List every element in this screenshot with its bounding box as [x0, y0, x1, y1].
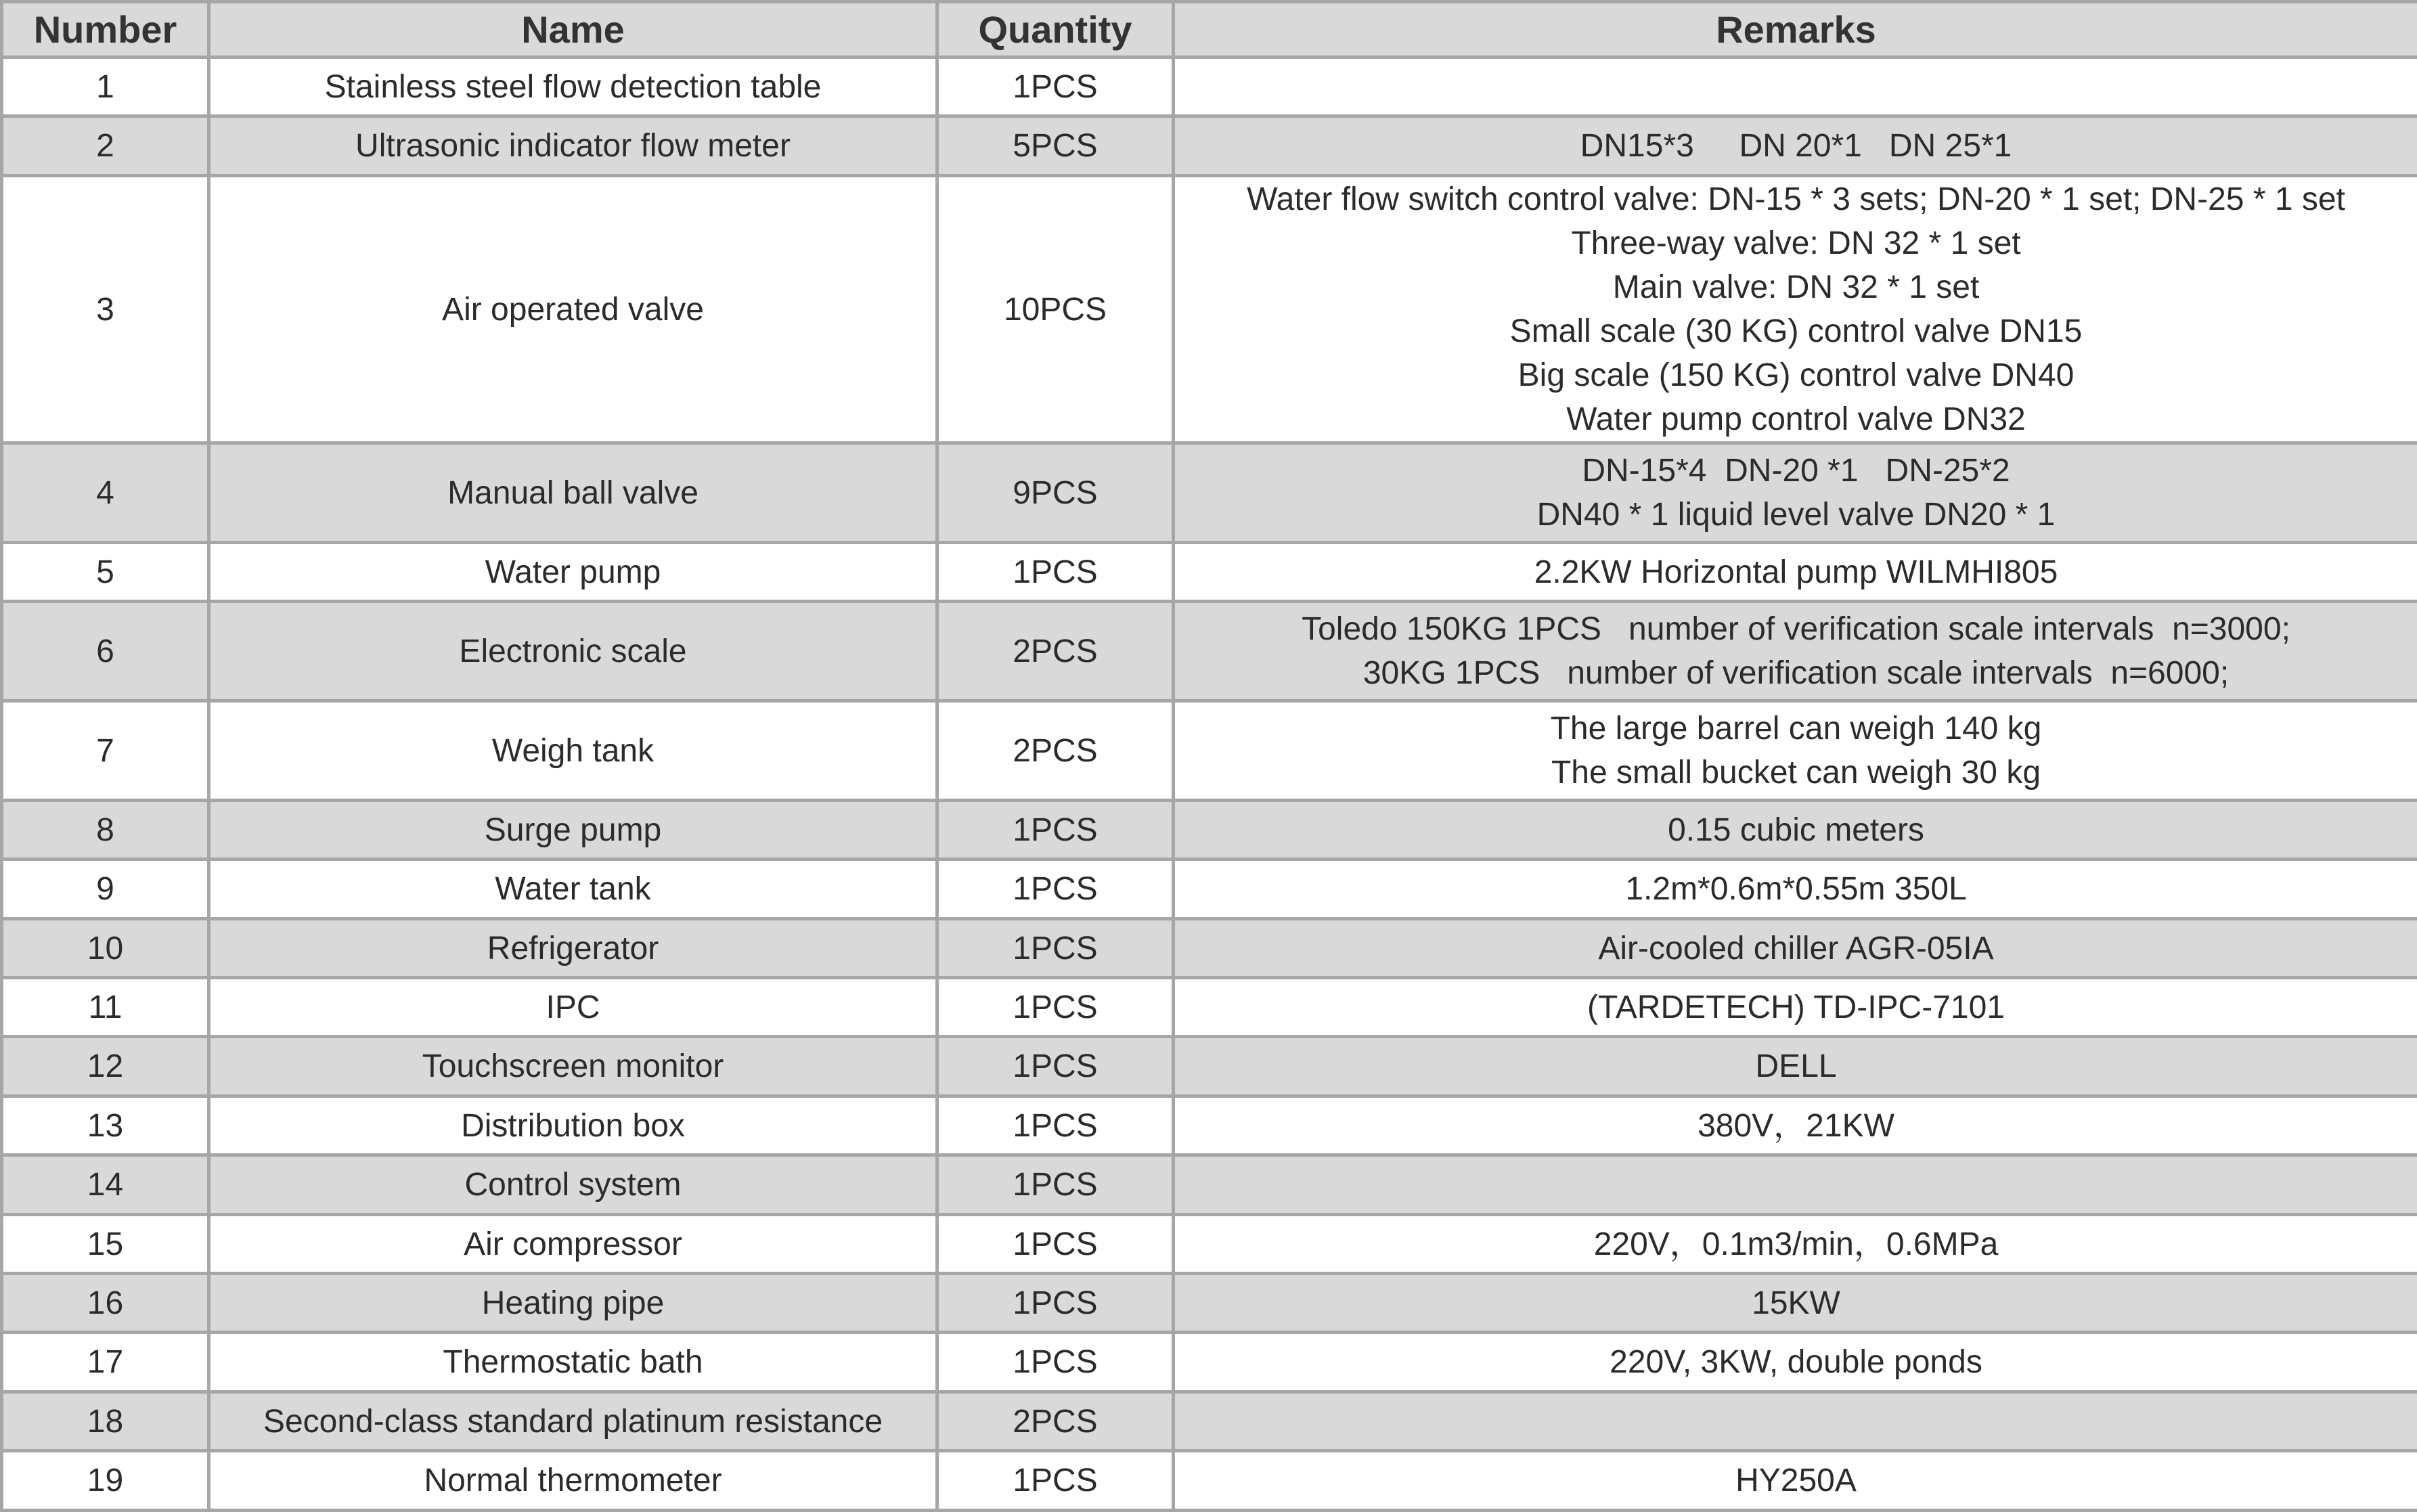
remark-line: 220V，0.1m3/min，0.6MPa [1179, 1222, 2413, 1266]
cell-name: Weigh tank [209, 701, 937, 801]
cell-remarks [1174, 860, 2417, 919]
remark-line: 2.2KW Horizontal pump WILMHI805 [1179, 550, 2413, 594]
cell-remarks [1174, 1155, 2417, 1215]
cell-number: 7 [2, 701, 209, 801]
cell-number: 9 [2, 860, 209, 919]
cell-quantity: 1PCS [937, 860, 1174, 919]
table-row [2, 701, 2417, 801]
cell-name: Electronic scale [209, 602, 937, 701]
table-row [2, 443, 2417, 543]
cell-name: Touchscreen monitor [209, 1037, 937, 1096]
table-row [2, 602, 2417, 701]
remark-line: HY250A [1179, 1459, 2413, 1503]
remark-line: (TARDETECH) TD-IPC-7101 [1179, 985, 2413, 1029]
cell-number: 10 [2, 919, 209, 978]
cell-number: 15 [2, 1215, 209, 1274]
cell-name: Stainless steel flow detection table [209, 58, 937, 116]
remark-line: 1.2m*0.6m*0.55m 350L [1179, 867, 2413, 911]
cell-quantity: 1PCS [937, 1333, 1174, 1392]
cell-number: 4 [2, 443, 209, 543]
table-header [2, 2, 2417, 58]
cell-remarks [1174, 1215, 2417, 1274]
cell-number: 11 [2, 978, 209, 1037]
remark-line: Water flow switch control valve: DN-15 * 3 sets; DN-20 * 1 set; DN-25 * 1 set [1179, 177, 2413, 221]
header-row [2, 2, 2417, 58]
table-row [2, 919, 2417, 978]
cell-remarks [1174, 1096, 2417, 1155]
remark-line: 220V, 3KW, double ponds [1179, 1340, 2413, 1384]
remark-line: 380V，21KW [1179, 1104, 2413, 1148]
header-remarks: Remarks [1174, 2, 2417, 58]
remark-line: Air-cooled chiller AGR-05IA [1179, 927, 2413, 971]
cell-number: 6 [2, 602, 209, 701]
cell-name: Manual ball valve [209, 443, 937, 543]
cell-name: Heating pipe [209, 1274, 937, 1333]
cell-quantity: 1PCS [937, 1274, 1174, 1333]
table-row [2, 1392, 2417, 1451]
cell-name: Water tank [209, 860, 937, 919]
cell-number: 1 [2, 58, 209, 116]
cell-name: Air compressor [209, 1215, 937, 1274]
remark-line: Small scale (30 KG) control valve DN15 [1179, 309, 2413, 353]
cell-quantity: 1PCS [937, 1155, 1174, 1215]
cell-remarks [1174, 1392, 2417, 1451]
cell-number: 8 [2, 801, 209, 860]
cell-remarks [1174, 58, 2417, 116]
cell-number: 18 [2, 1392, 209, 1451]
cell-number: 14 [2, 1155, 209, 1215]
cell-quantity: 1PCS [937, 919, 1174, 978]
cell-number: 5 [2, 543, 209, 602]
cell-quantity: 10PCS [937, 176, 1174, 443]
cell-remarks [1174, 701, 2417, 801]
cell-remarks [1174, 919, 2417, 978]
cell-remarks [1174, 978, 2417, 1037]
cell-name: Control system [209, 1155, 937, 1215]
cell-name: Water pump [209, 543, 937, 602]
cell-number: 13 [2, 1096, 209, 1155]
header-name: Name [209, 2, 937, 58]
table-row [2, 1155, 2417, 1215]
cell-quantity: 9PCS [937, 443, 1174, 543]
remark-line: Big scale (150 KG) control valve DN40 [1179, 353, 2413, 397]
cell-quantity: 1PCS [937, 1096, 1174, 1155]
cell-name: Refrigerator [209, 919, 937, 978]
cell-remarks [1174, 1274, 2417, 1333]
remark-line: 0.15 cubic meters [1179, 808, 2413, 852]
cell-remarks [1174, 176, 2417, 443]
table-body [2, 58, 2417, 1511]
cell-remarks [1174, 543, 2417, 602]
cell-number: 16 [2, 1274, 209, 1333]
cell-quantity: 1PCS [937, 1037, 1174, 1096]
cell-quantity: 1PCS [937, 1215, 1174, 1274]
cell-number: 12 [2, 1037, 209, 1096]
cell-quantity: 1PCS [937, 543, 1174, 602]
remark-line: The large barrel can weigh 140 kg [1179, 707, 2413, 751]
cell-number: 17 [2, 1333, 209, 1392]
remark-line: DN-15*4 DN-20 *1 DN-25*2 [1179, 449, 2413, 493]
remark-line: DELL [1179, 1044, 2413, 1088]
cell-quantity: 2PCS [937, 1392, 1174, 1451]
table-row [2, 801, 2417, 860]
header-number: Number [2, 2, 209, 58]
table-row [2, 116, 2417, 176]
remark-line: Water pump control valve DN32 [1179, 397, 2413, 441]
cell-number: 2 [2, 116, 209, 176]
cell-remarks [1174, 1451, 2417, 1511]
cell-name: Normal thermometer [209, 1451, 937, 1511]
cell-remarks [1174, 602, 2417, 701]
cell-name: Thermostatic bath [209, 1333, 937, 1392]
cell-quantity: 1PCS [937, 801, 1174, 860]
table-row [2, 978, 2417, 1037]
cell-remarks [1174, 1037, 2417, 1096]
cell-quantity: 5PCS [937, 116, 1174, 176]
cell-number: 19 [2, 1451, 209, 1511]
remark-line: DN15*3 DN 20*1 DN 25*1 [1179, 124, 2413, 168]
cell-remarks [1174, 443, 2417, 543]
remark-line: 15KW [1179, 1281, 2413, 1325]
remark-line: DN40 * 1 liquid level valve DN20 * 1 [1179, 493, 2413, 537]
cell-quantity: 1PCS [937, 1451, 1174, 1511]
cell-number: 3 [2, 176, 209, 443]
cell-name: Air operated valve [209, 176, 937, 443]
table-row [2, 860, 2417, 919]
cell-remarks [1174, 1333, 2417, 1392]
remark-line: The small bucket can weigh 30 kg [1179, 751, 2413, 795]
cell-remarks [1174, 116, 2417, 176]
table-row [2, 1274, 2417, 1333]
remark-line: Toledo 150KG 1PCS number of verification scale intervals n=3000; [1179, 607, 2413, 651]
table-row [2, 58, 2417, 116]
cell-quantity: 2PCS [937, 602, 1174, 701]
table-row [2, 1096, 2417, 1155]
table-row [2, 543, 2417, 602]
cell-name: Distribution box [209, 1096, 937, 1155]
table-row [2, 176, 2417, 443]
table-row [2, 1215, 2417, 1274]
cell-remarks [1174, 801, 2417, 860]
table-row [2, 1333, 2417, 1392]
cell-name: IPC [209, 978, 937, 1037]
table-row [2, 1451, 2417, 1511]
remark-line: Three-way valve: DN 32 * 1 set [1179, 221, 2413, 265]
remark-line: 30KG 1PCS number of verification scale intervals n=6000; [1179, 651, 2413, 695]
cell-name: Second-class standard platinum resistance [209, 1392, 937, 1451]
cell-quantity: 2PCS [937, 701, 1174, 801]
header-quantity: Quantity [937, 2, 1174, 58]
cell-quantity: 1PCS [937, 978, 1174, 1037]
cell-name: Surge pump [209, 801, 937, 860]
cell-name: Ultrasonic indicator flow meter [209, 116, 937, 176]
remark-line: Main valve: DN 32 * 1 set [1179, 265, 2413, 309]
table-row [2, 1037, 2417, 1096]
cell-quantity: 1PCS [937, 58, 1174, 116]
